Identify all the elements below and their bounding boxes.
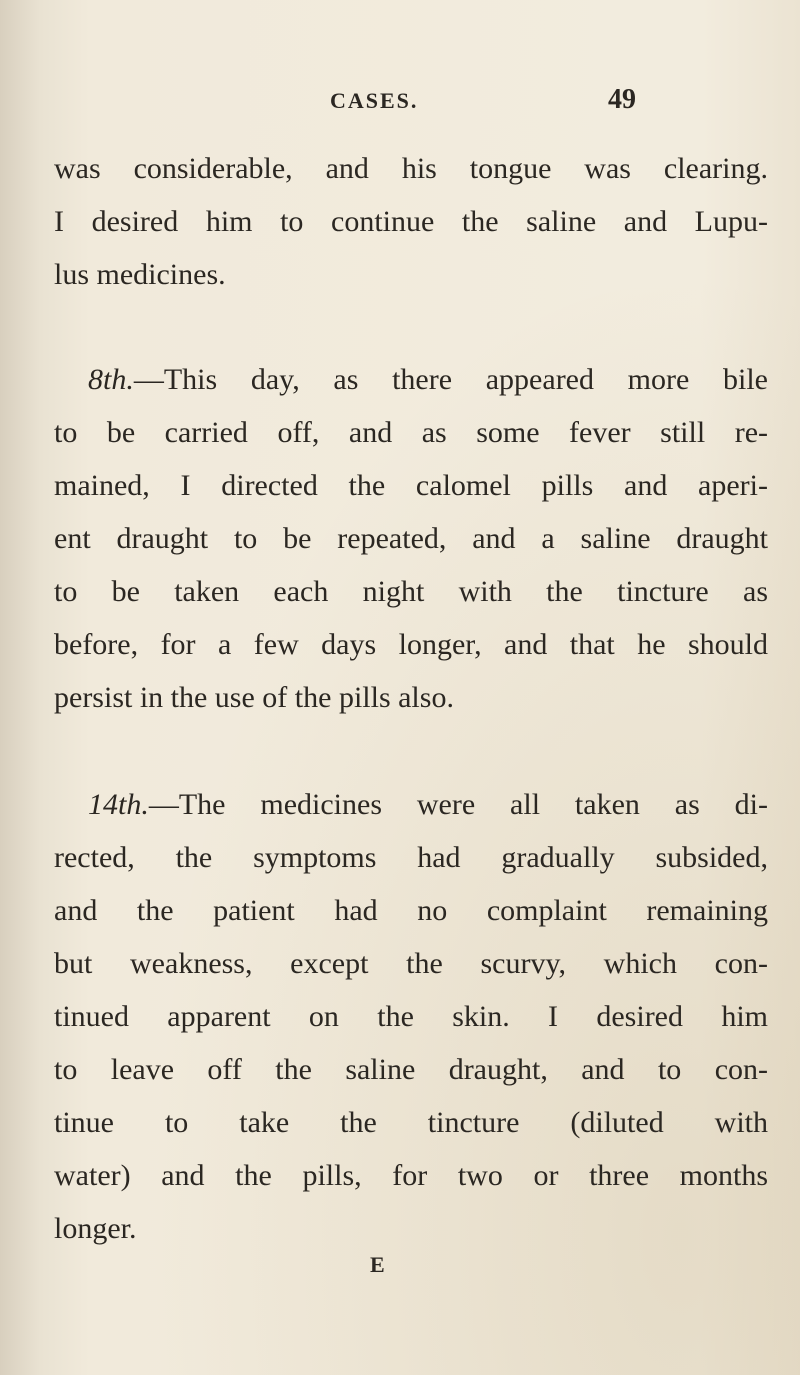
text-line: tinue to take the tincture (diluted with bbox=[54, 1106, 768, 1139]
paragraph-2 bbox=[54, 353, 768, 724]
text-line: to be carried off, and as some fever still re- bbox=[54, 416, 768, 449]
line-text: —This day, as there appeared more bile bbox=[133, 363, 768, 396]
text-line: rected, the symptoms had gradually subsided, bbox=[54, 841, 768, 874]
page-number: 49 bbox=[608, 84, 636, 115]
text-line: longer. bbox=[54, 1212, 137, 1245]
text-line: but weakness, except the scurvy, which con- bbox=[54, 947, 768, 980]
entry-date: 8th. bbox=[88, 363, 134, 396]
text-line: to leave off the saline draught, and to con- bbox=[54, 1053, 768, 1086]
text-line: mained, I directed the calomel pills and aperi- bbox=[54, 469, 768, 502]
text-line: was considerable, and his tongue was clearing. bbox=[54, 152, 768, 185]
running-head: CASES. bbox=[330, 88, 419, 113]
text-line: to be taken each night with the tincture as bbox=[54, 575, 768, 608]
text-line: persist in the use of the pills also. bbox=[54, 681, 454, 714]
paragraph-3 bbox=[54, 778, 768, 1255]
paragraph-1 bbox=[54, 142, 768, 301]
text-line: ent draught to be repeated, and a saline draught bbox=[54, 522, 768, 555]
signature-mark: E bbox=[370, 1252, 385, 1277]
text-line bbox=[54, 353, 768, 406]
line-text: —The medicines were all taken as di- bbox=[148, 788, 768, 821]
paragraph-gap bbox=[54, 301, 768, 353]
text-line: tinued apparent on the skin. I desired him bbox=[54, 1000, 768, 1033]
text-line: before, for a few days longer, and that he should bbox=[54, 628, 768, 661]
body-text bbox=[54, 142, 768, 1255]
paragraph-gap bbox=[54, 724, 768, 778]
text-line bbox=[54, 778, 768, 831]
text-line: I desired him to continue the saline and Lupu- bbox=[54, 205, 768, 238]
page-header bbox=[0, 84, 800, 128]
text-line: water) and the pills, for two or three months bbox=[54, 1159, 768, 1192]
entry-date: 14th. bbox=[88, 788, 149, 821]
text-line: and the patient had no complaint remaining bbox=[54, 894, 768, 927]
text-line: lus medicines. bbox=[54, 258, 226, 291]
